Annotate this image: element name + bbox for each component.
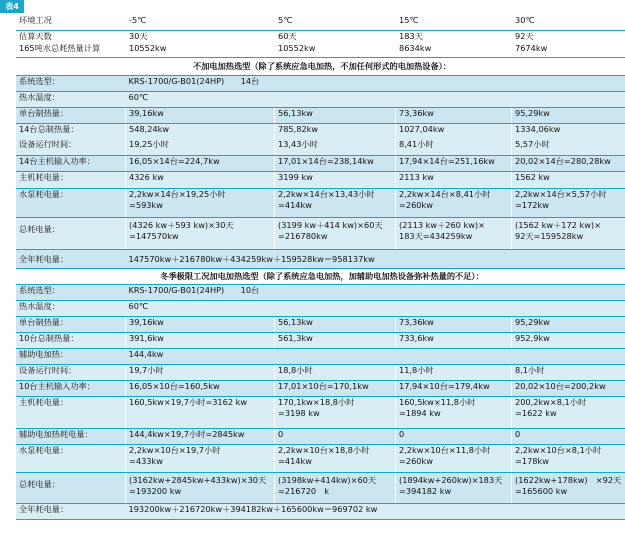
total-label: 总耗电量：: [16, 217, 126, 249]
table-cell: 8,41小时: [396, 139, 512, 155]
pump-line: 2,2kw×10台×11,8小时: [399, 444, 491, 455]
days-cell: 30天: [126, 30, 275, 43]
row-label: 10台主机输入功率：: [16, 380, 126, 396]
table-cell: 20,02×10台=200,2kw: [512, 380, 625, 396]
row-label: 单台制热量：: [16, 107, 126, 123]
system-label: 系统选型：: [16, 75, 126, 91]
table-cell: 548,24kw: [126, 123, 275, 139]
pump-line: 2,2kw×10台×18,8小时: [278, 444, 370, 455]
water-temp-label: 热水温度：: [16, 91, 126, 107]
system-label: 系统选型：: [16, 284, 126, 300]
total-result: =394182 kw: [399, 485, 452, 496]
row-label: 主机耗电量：: [16, 171, 126, 188]
total-result: =165600 kw: [515, 485, 568, 496]
pump-line: 2,2kw×10台×8,1小时: [515, 444, 602, 455]
total-line: (3198kw+414kw)×60天: [278, 474, 377, 485]
table-cell: 3199 kw: [275, 171, 396, 188]
row-label: 14台主机输入功率：: [16, 155, 126, 171]
total-result: 92天=159528kw: [515, 230, 584, 241]
host-result: =1622 kw: [515, 407, 557, 418]
days-cell: 92天: [512, 30, 625, 43]
table-cell: 16,05×10台=160,5kw: [126, 380, 275, 396]
table-cell: 8,1小时: [512, 364, 625, 380]
aux-energy-label: 辅助电加热耗电量：: [16, 428, 126, 444]
total-cell: [275, 217, 396, 249]
host-cell: [126, 396, 275, 428]
table-cell: 73,36kw: [396, 107, 512, 123]
total-line: (4326 kw＋593 kw)×30天: [129, 219, 234, 230]
host-cell: [512, 396, 625, 428]
row-label: 设备运行时间：: [16, 364, 126, 380]
pump-result: =178kw: [515, 455, 549, 466]
table-cell: 19,25小时: [126, 139, 275, 155]
total-line: (1894kw+260kw)×183天: [399, 474, 503, 485]
water-temp-value: 60℃: [126, 91, 625, 107]
total-cell: [126, 472, 275, 503]
total-result: =193200 kw: [129, 485, 182, 496]
section2-heading: 冬季极限工况加电加热选型（除了系统应急电加热，加辅助电加热设备弥补热量的不足）：: [16, 268, 625, 284]
pump-line: 2,2kw×10台×19,7小时: [129, 444, 221, 455]
year-label: 全年耗电量：: [16, 249, 126, 268]
total-line: (1562 kw＋172 kw)×: [515, 219, 601, 230]
pump-cell: [275, 444, 396, 472]
water-temp-value: 60℃: [126, 300, 625, 316]
table-cell: 19,7小时: [126, 364, 275, 380]
table-cell: 733,6kw: [396, 332, 512, 348]
pump-cell: [396, 188, 512, 217]
days-cell: 60天: [275, 30, 396, 43]
pump-result: =172kw: [515, 199, 549, 210]
temp-cell: 5℃: [275, 15, 396, 30]
table-cell: 0: [275, 428, 396, 444]
table-cell: 39,16kw: [126, 107, 275, 123]
host-line: 200,2kw×8,1小时: [515, 396, 587, 407]
row-label: 14台总制热量：: [16, 123, 126, 139]
temp-cell: 30℃: [512, 15, 625, 30]
heat-cell: 10552kw: [126, 43, 275, 57]
system-value: KRS-1700/G-B01(24HP) 10台: [126, 284, 625, 300]
total-cell: [275, 472, 396, 503]
pump-result: =414kw: [278, 455, 312, 466]
pump-result: =260kw: [399, 455, 433, 466]
pump-cell: [396, 444, 512, 472]
pump-cell: [126, 188, 275, 217]
total-result: =216780kw: [278, 230, 328, 241]
pump-label: 水泵耗电量：: [16, 188, 126, 217]
table-cell: 16,05×14台=224,7kw: [126, 155, 275, 171]
host-line: 160,5kw×19,7小时=3162 kw: [129, 396, 248, 407]
table-cell: 5,57小时: [512, 139, 625, 155]
pump-line: 2,2kw×14台×13,43小时: [278, 188, 375, 199]
heat-label: 165吨水总耗热量计算: [16, 43, 126, 57]
energy-consumption-table: [16, 15, 625, 520]
host-cell: [275, 396, 396, 428]
host-result: =1894 kw: [399, 407, 441, 418]
pump-cell: [126, 444, 275, 472]
table-cell: 17,01×14台=238,14kw: [275, 155, 396, 171]
pump-line: 2,2kw×14台×8,41小时: [399, 188, 491, 199]
row-label: 设备运行时间：: [16, 139, 126, 155]
table-cell: 17,94×10台=179,4kw: [396, 380, 512, 396]
aux-heat-value: 144,4kw: [126, 348, 625, 364]
table-cell: 17,94×14台=251,16kw: [396, 155, 512, 171]
host-line: 160,5kw×11,8小时: [399, 396, 476, 407]
table-cell: 56,13kw: [275, 316, 396, 332]
pump-cell: [275, 188, 396, 217]
table-tag: 表4: [0, 0, 24, 13]
total-cell: [512, 472, 625, 503]
aux-heat-label: 辅助电加热：: [16, 348, 126, 364]
table-cell: 2113 kw: [396, 171, 512, 188]
pump-cell: [512, 188, 625, 217]
total-label: 总耗电量：: [16, 472, 126, 503]
days-cell: 183天: [396, 30, 512, 43]
heat-cell: 10552kw: [275, 43, 396, 57]
pump-line: 2,2kw×14台×5,57小时: [515, 188, 607, 199]
year-value: 193200kw＋216720kw＋394182kw＋165600kw＝969702 kw: [126, 503, 625, 519]
system-value: KRS-1700/G-B01(24HP) 14台: [126, 75, 625, 91]
water-temp-label: 热水温度：: [16, 300, 126, 316]
host-energy-label: 主机耗电量：: [16, 396, 126, 428]
table-cell: 13,43小时: [275, 139, 396, 155]
table-cell: 785,82kw: [275, 123, 396, 139]
pump-result: =260kw: [399, 199, 433, 210]
total-cell: [396, 217, 512, 249]
table-cell: 1027,04kw: [396, 123, 512, 139]
total-result: =216720 k: [278, 485, 330, 496]
row-label: 10台总制热量：: [16, 332, 126, 348]
table-cell: 95,29kw: [512, 316, 625, 332]
table-cell: 18,8小时: [275, 364, 396, 380]
pump-result: =593kw: [129, 199, 163, 210]
row-label: 单台制热量：: [16, 316, 126, 332]
year-value: 147570kw＋216780kw＋434259kw＋159528kw＝958137kw: [126, 249, 625, 268]
table-cell: 4326 kw: [126, 171, 275, 188]
table-cell: 1562 kw: [512, 171, 625, 188]
host-result: =3198 kw: [278, 407, 320, 418]
table-cell: 0: [396, 428, 512, 444]
total-result: =147570kw: [129, 230, 179, 241]
total-line: (1622kw+178kw) ×92天: [515, 474, 622, 485]
total-line: (3162kw+2845kw+433kw)×30天: [129, 474, 267, 485]
total-cell: [126, 217, 275, 249]
conditions-label: 环境工况: [16, 15, 126, 30]
pump-result: =433kw: [129, 455, 163, 466]
total-line: (2113 kw＋260 kw)×: [399, 219, 485, 230]
total-line: (3199 kw＋414 kw)×60天: [278, 219, 383, 230]
host-line: 170,1kw×18,8小时: [278, 396, 355, 407]
table-cell: 20,02×14台=280,28kw: [512, 155, 625, 171]
table-cell: 17,01×10台=170,1kw: [275, 380, 396, 396]
pump-cell: [512, 444, 625, 472]
table-cell: 95,29kw: [512, 107, 625, 123]
total-cell: [396, 472, 512, 503]
heat-cell: 7674kw: [512, 43, 625, 57]
pump-label: 水泵耗电量：: [16, 444, 126, 472]
table-cell: 73,36kw: [396, 316, 512, 332]
pump-line: 2,2kw×14台×19,25小时: [129, 188, 226, 199]
year-label: 全年耗电量：: [16, 503, 126, 519]
host-cell: [396, 396, 512, 428]
section1-heading: 不加电加热选型（除了系统应急电加热，不加任何形式的电加热设备）：: [16, 57, 625, 75]
temp-cell: 15℃: [396, 15, 512, 30]
pump-result: =414kw: [278, 199, 312, 210]
total-result: 183天=434259kw: [399, 230, 473, 241]
table-cell: 56,13kw: [275, 107, 396, 123]
total-cell: [512, 217, 625, 249]
days-label: 估算天数: [19, 30, 52, 41]
table-cell: 144,4kw×19,7小时=2845kw: [126, 428, 275, 444]
table-cell: 39,16kw: [126, 316, 275, 332]
table-cell: 1334,06kw: [512, 123, 625, 139]
table-cell: 561,3kw: [275, 332, 396, 348]
table-cell: 391,6kw: [126, 332, 275, 348]
temp-cell: -5℃: [126, 15, 275, 30]
table-cell: 11,8小时: [396, 364, 512, 380]
table-cell: 952,9kw: [512, 332, 625, 348]
table-cell: 0: [512, 428, 625, 444]
heat-cell: 8634kw: [396, 43, 512, 57]
